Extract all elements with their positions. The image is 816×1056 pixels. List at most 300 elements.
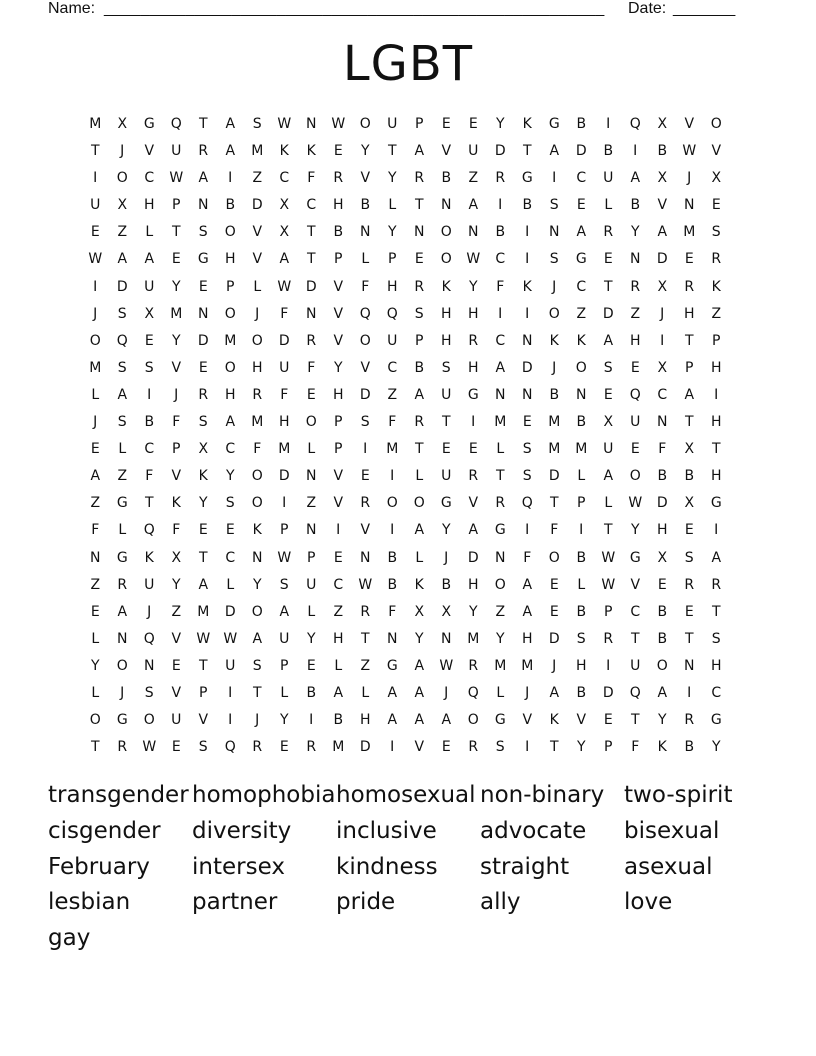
grid-letter: X [171,549,182,566]
grid-letter: Q [116,332,129,349]
grid-letter: Y [387,224,398,241]
grid-letter: R [468,657,479,674]
grid-letter: R [306,332,317,349]
grid-letter: O [224,305,237,322]
grid-letter: J [444,549,449,566]
grid-letter: B [333,224,344,241]
grid-letter: Y [576,739,587,756]
grid-letter: M [197,603,210,620]
grid-letter: N [360,549,371,566]
grid-letter: O [89,712,102,729]
grid-letter: A [414,684,425,701]
grid-letter: Z [387,386,398,403]
grid-letter: Y [90,657,101,674]
grid-letter: F [523,549,532,566]
grid-letter: C [144,170,155,187]
grid-letter: V [252,251,263,268]
grid-letter: X [657,278,668,295]
grid-letter: F [280,386,289,403]
grid-letter: E [522,414,533,431]
grid-letter: L [604,495,613,512]
grid-letter: D [494,143,507,160]
grid-letter: P [334,441,343,458]
grid-letter: A [603,332,614,349]
grid-letter: P [226,278,235,295]
grid-letter: Y [252,576,263,593]
grid-letter: J [255,712,260,729]
grid-letter: D [548,630,561,647]
grid-letter: H [521,630,534,647]
word-bank-item: love [624,889,673,916]
grid-letter: B [576,414,587,431]
grid-letter: N [684,657,695,674]
grid-letter: N [468,224,479,241]
grid-letter: R [468,739,479,756]
grid-letter: S [684,549,695,566]
grid-letter: R [603,224,614,241]
grid-letter: N [549,224,560,241]
grid-letter: S [252,116,263,132]
grid-letter: N [306,305,317,322]
word-bank-item: non-binary [480,782,605,808]
grid-letter: O [251,332,264,349]
grid-letter: D [359,386,372,403]
grid-letter: R [684,278,695,295]
grid-letter: R [252,386,263,403]
grid-letter: M [251,143,264,160]
grid-letter: S [549,197,560,214]
grid-letter: V [333,495,344,512]
grid-letter: P [199,684,208,701]
grid-letter: H [467,576,480,593]
grid-letter: N [360,224,371,241]
grid-letter: G [197,251,210,268]
grid-letter: E [630,441,641,458]
grid-letter: O [224,224,237,241]
grid-letter: B [576,603,587,620]
grid-letter: Z [360,657,371,674]
grid-letter: S [198,224,209,241]
grid-letter: V [333,305,344,322]
grid-letter: U [90,197,101,214]
grid-letter: A [90,468,101,485]
grid-letter: B [495,224,506,241]
grid-letter: T [387,143,398,160]
grid-letter: D [575,143,588,160]
grid-letter: E [630,359,641,376]
grid-letter: E [90,603,101,620]
grid-letter: V [171,630,182,647]
grid-letter: O [359,332,372,349]
grid-letter: P [577,495,586,512]
grid-letter: I [363,441,368,458]
grid-letter: C [576,278,587,295]
grid-letter: T [306,251,317,268]
grid-letter: U [225,657,236,674]
word-bank-item: homosexual [336,782,476,808]
grid-letter: X [657,170,668,187]
grid-letter: P [280,522,289,539]
grid-letter: U [387,116,398,132]
grid-letter: T [522,143,533,160]
grid-letter: H [251,359,264,376]
grid-letter: I [93,278,98,295]
grid-letter: D [656,251,669,268]
grid-letter: I [714,386,719,403]
grid-letter: J [147,603,152,620]
grid-letter: F [253,441,262,458]
grid-letter: E [171,739,182,756]
word-bank-item: cisgender [48,817,161,844]
grid-letter: G [575,251,588,268]
grid-letter: T [90,739,101,756]
grid-letter: T [549,739,560,756]
grid-letter: C [495,332,506,349]
grid-letter: T [90,143,101,160]
grid-letter: D [656,495,669,512]
grid-letter: G [386,657,399,674]
grid-letter: E [279,739,290,756]
grid-letter: V [657,197,668,214]
grid-letter: K [171,495,182,512]
grid-letter: E [657,576,668,593]
grid-letter: O [467,712,480,729]
grid-letter: Y [333,359,344,376]
grid-letter: E [711,197,722,214]
grid-letter: N [306,468,317,485]
grid-letter: E [333,143,344,160]
grid-letter: H [710,414,723,431]
grid-letter: Z [90,495,101,512]
grid-letter: Y [630,522,641,539]
grid-letter: R [711,251,722,268]
grid-letter: A [279,603,290,620]
grid-letter: K [441,278,452,295]
grid-letter: A [549,684,560,701]
grid-letter: S [360,414,371,431]
grid-letter: C [333,576,344,593]
grid-letter: I [336,522,341,539]
grid-letter: C [279,170,290,187]
word-bank-item: gay [48,925,91,952]
grid-letter: U [144,576,155,593]
grid-letter: R [495,495,506,512]
grid-letter: E [171,657,182,674]
grid-letter: W [142,739,157,756]
grid-letter: B [576,116,587,132]
grid-letter: N [522,332,533,349]
grid-letter: R [414,170,425,187]
grid-letter: M [467,630,480,647]
grid-letter: O [305,414,318,431]
grid-letter: P [334,414,343,431]
grid-letter: H [656,522,669,539]
word-bank [48,780,768,959]
grid-letter: N [198,197,209,214]
grid-letter: H [710,359,723,376]
grid-letter: O [224,359,237,376]
grid-letter: O [359,116,372,132]
grid-letter: K [279,143,290,160]
grid-letter: S [198,414,209,431]
grid-letter: L [577,576,586,593]
grid-letter: E [306,657,317,674]
grid-letter: B [414,359,425,376]
grid-letter: O [656,657,669,674]
grid-letter: O [251,495,264,512]
grid-letter: B [225,197,236,214]
grid-letter: J [93,305,98,322]
grid-letter: Z [711,305,722,322]
grid-letter: V [333,332,344,349]
grid-letter: D [251,197,264,214]
grid-letter: V [333,278,344,295]
grid-letter: Q [359,305,372,322]
grid-letter: A [603,468,614,485]
grid-letter: T [144,495,155,512]
word-bank-item: asexual [624,853,713,880]
grid-letter: E [333,549,344,566]
grid-letter: N [441,630,452,647]
grid-letter: T [171,224,182,241]
grid-letter: J [120,684,125,701]
grid-letter: U [468,143,479,160]
grid-letter: I [633,143,638,160]
grid-letter: I [498,197,503,214]
grid-letter: V [522,712,533,729]
grid-letter: X [279,197,290,214]
grid-letter: Y [225,468,236,485]
grid-letter: E [603,251,614,268]
grid-letter: X [414,603,425,620]
grid-letter: A [414,386,425,403]
grid-letter: S [117,305,128,322]
grid-letter: I [498,305,503,322]
grid-letter: U [144,278,155,295]
grid-letter: T [684,414,695,431]
grid-letter: D [278,332,291,349]
grid-letter: T [711,441,722,458]
grid-letter: W [277,116,292,132]
grid-letter: D [548,468,561,485]
grid-letter: G [116,549,129,566]
grid-letter: A [279,251,290,268]
grid-letter: Y [441,522,452,539]
grid-letter: N [414,224,425,241]
grid-letter: E [90,224,101,241]
grid-letter: A [144,251,155,268]
grid-letter: J [660,305,665,322]
grid-letter: N [495,386,506,403]
grid-letter: L [496,684,505,701]
grid-letter: L [415,549,424,566]
grid-letter: U [306,576,317,593]
grid-letter: H [710,657,723,674]
grid-letter: N [117,630,128,647]
word-bank-item: advocate [480,817,587,844]
grid-letter: I [228,712,233,729]
grid-letter: B [684,739,695,756]
grid-letter: R [711,576,722,593]
grid-letter: I [552,170,557,187]
grid-letter: Q [143,630,156,647]
grid-letter: Y [306,630,317,647]
grid-letter: O [89,332,102,349]
grid-letter: K [144,549,155,566]
grid-letter: L [91,386,100,403]
grid-letter: J [444,684,449,701]
grid-letter: H [386,278,399,295]
grid-letter: M [278,441,291,458]
grid-letter: H [143,197,156,214]
grid-letter: A [117,251,128,268]
grid-letter: Z [468,170,479,187]
grid-letter: E [441,441,452,458]
grid-letter: B [306,684,317,701]
grid-letter: O [386,495,399,512]
word-bank-item: kindness [336,853,438,880]
grid-letter: S [576,630,587,647]
grid-letter: R [684,712,695,729]
grid-letter: S [279,576,290,593]
grid-letter: J [174,386,179,403]
word-bank-item: inclusive [336,817,437,844]
grid-letter: X [657,359,668,376]
grid-letter: E [441,116,452,132]
grid-letter: J [552,657,557,674]
grid-letter: T [198,116,209,132]
grid-letter: D [521,359,534,376]
grid-letter: H [278,414,291,431]
grid-letter: V [360,359,371,376]
grid-letter: A [414,522,425,539]
grid-letter: T [414,197,425,214]
grid-letter: R [630,278,641,295]
grid-letter: D [305,278,318,295]
grid-letter: H [224,251,237,268]
grid-letter: N [252,549,263,566]
grid-letter: Y [387,170,398,187]
grid-letter: Y [711,739,722,756]
grid-letter: I [525,739,530,756]
grid-letter: S [414,305,425,322]
grid-letter: I [660,332,665,349]
grid-letter: S [441,359,452,376]
grid-letter: F [496,278,505,295]
grid-letter: T [360,630,371,647]
grid-letter: K [306,143,317,160]
grid-letter: Z [630,305,641,322]
grid-letter: X [198,441,209,458]
grid-letter: W [277,549,292,566]
grid-letter: G [548,116,561,132]
grid-letter: V [684,116,695,132]
word-bank-item: two-spirit [624,782,733,808]
grid-letter: H [710,468,723,485]
grid-letter: B [441,576,452,593]
grid-letter: D [278,468,291,485]
grid-letter: S [711,224,722,241]
grid-letter: M [251,414,264,431]
grid-letter: M [521,657,534,674]
grid-letter: O [629,468,642,485]
grid-letter: N [144,657,155,674]
grid-letter: A [549,143,560,160]
grid-letter: E [198,522,209,539]
grid-letter: X [711,170,722,187]
grid-letter: X [279,224,290,241]
grid-letter: Y [171,278,182,295]
worksheet-header [48,0,748,20]
grid-letter: O [710,116,723,132]
grid-letter: L [145,224,154,241]
grid-letter: R [333,170,344,187]
grid-letter: S [549,251,560,268]
grid-letter: O [251,603,264,620]
grid-letter: I [579,522,584,539]
grid-letter: A [630,170,641,187]
grid-letter: P [415,116,424,132]
grid-letter: L [91,630,100,647]
grid-letter: I [606,657,611,674]
grid-letter: A [684,386,695,403]
grid-letter: E [603,386,614,403]
grid-letter: Q [629,116,642,132]
grid-letter: R [198,143,209,160]
grid-letter: N [306,522,317,539]
grid-letter: V [414,739,425,756]
grid-letter: Y [414,630,425,647]
grid-letter: K [549,712,560,729]
grid-letter: E [144,332,155,349]
grid-letter: H [332,630,345,647]
grid-letter: K [198,468,209,485]
grid-letter: I [93,170,98,187]
grid-letter: E [684,603,695,620]
grid-letter: T [252,684,263,701]
grid-letter: R [468,468,479,485]
grid-letter: V [333,468,344,485]
grid-letter: C [144,441,155,458]
grid-letter: H [467,305,480,322]
grid-letter: A [414,143,425,160]
grid-letter: A [468,522,479,539]
grid-letter: N [306,116,317,132]
word-bank-item: ally [480,889,521,916]
grid-letter: I [525,522,530,539]
grid-letter: A [225,143,236,160]
grid-letter: Q [386,305,399,322]
grid-letter: C [630,603,641,620]
grid-letter: I [471,414,476,431]
grid-letter: Y [495,116,506,132]
grid-letter: H [683,305,696,322]
grid-letter: O [143,712,156,729]
grid-letter: H [224,386,237,403]
word-bank-item: homophobia [192,782,336,808]
word-bank-item: partner [192,889,278,916]
grid-letter: R [198,386,209,403]
grid-letter: P [415,332,424,349]
grid-letter: S [603,359,614,376]
grid-letter: M [89,116,102,132]
word-bank-item: bisexual [624,817,720,844]
grid-letter: O [413,495,426,512]
grid-letter: G [440,495,453,512]
grid-letter: Z [90,576,101,593]
grid-letter: L [226,576,235,593]
grid-letter: F [631,739,640,756]
